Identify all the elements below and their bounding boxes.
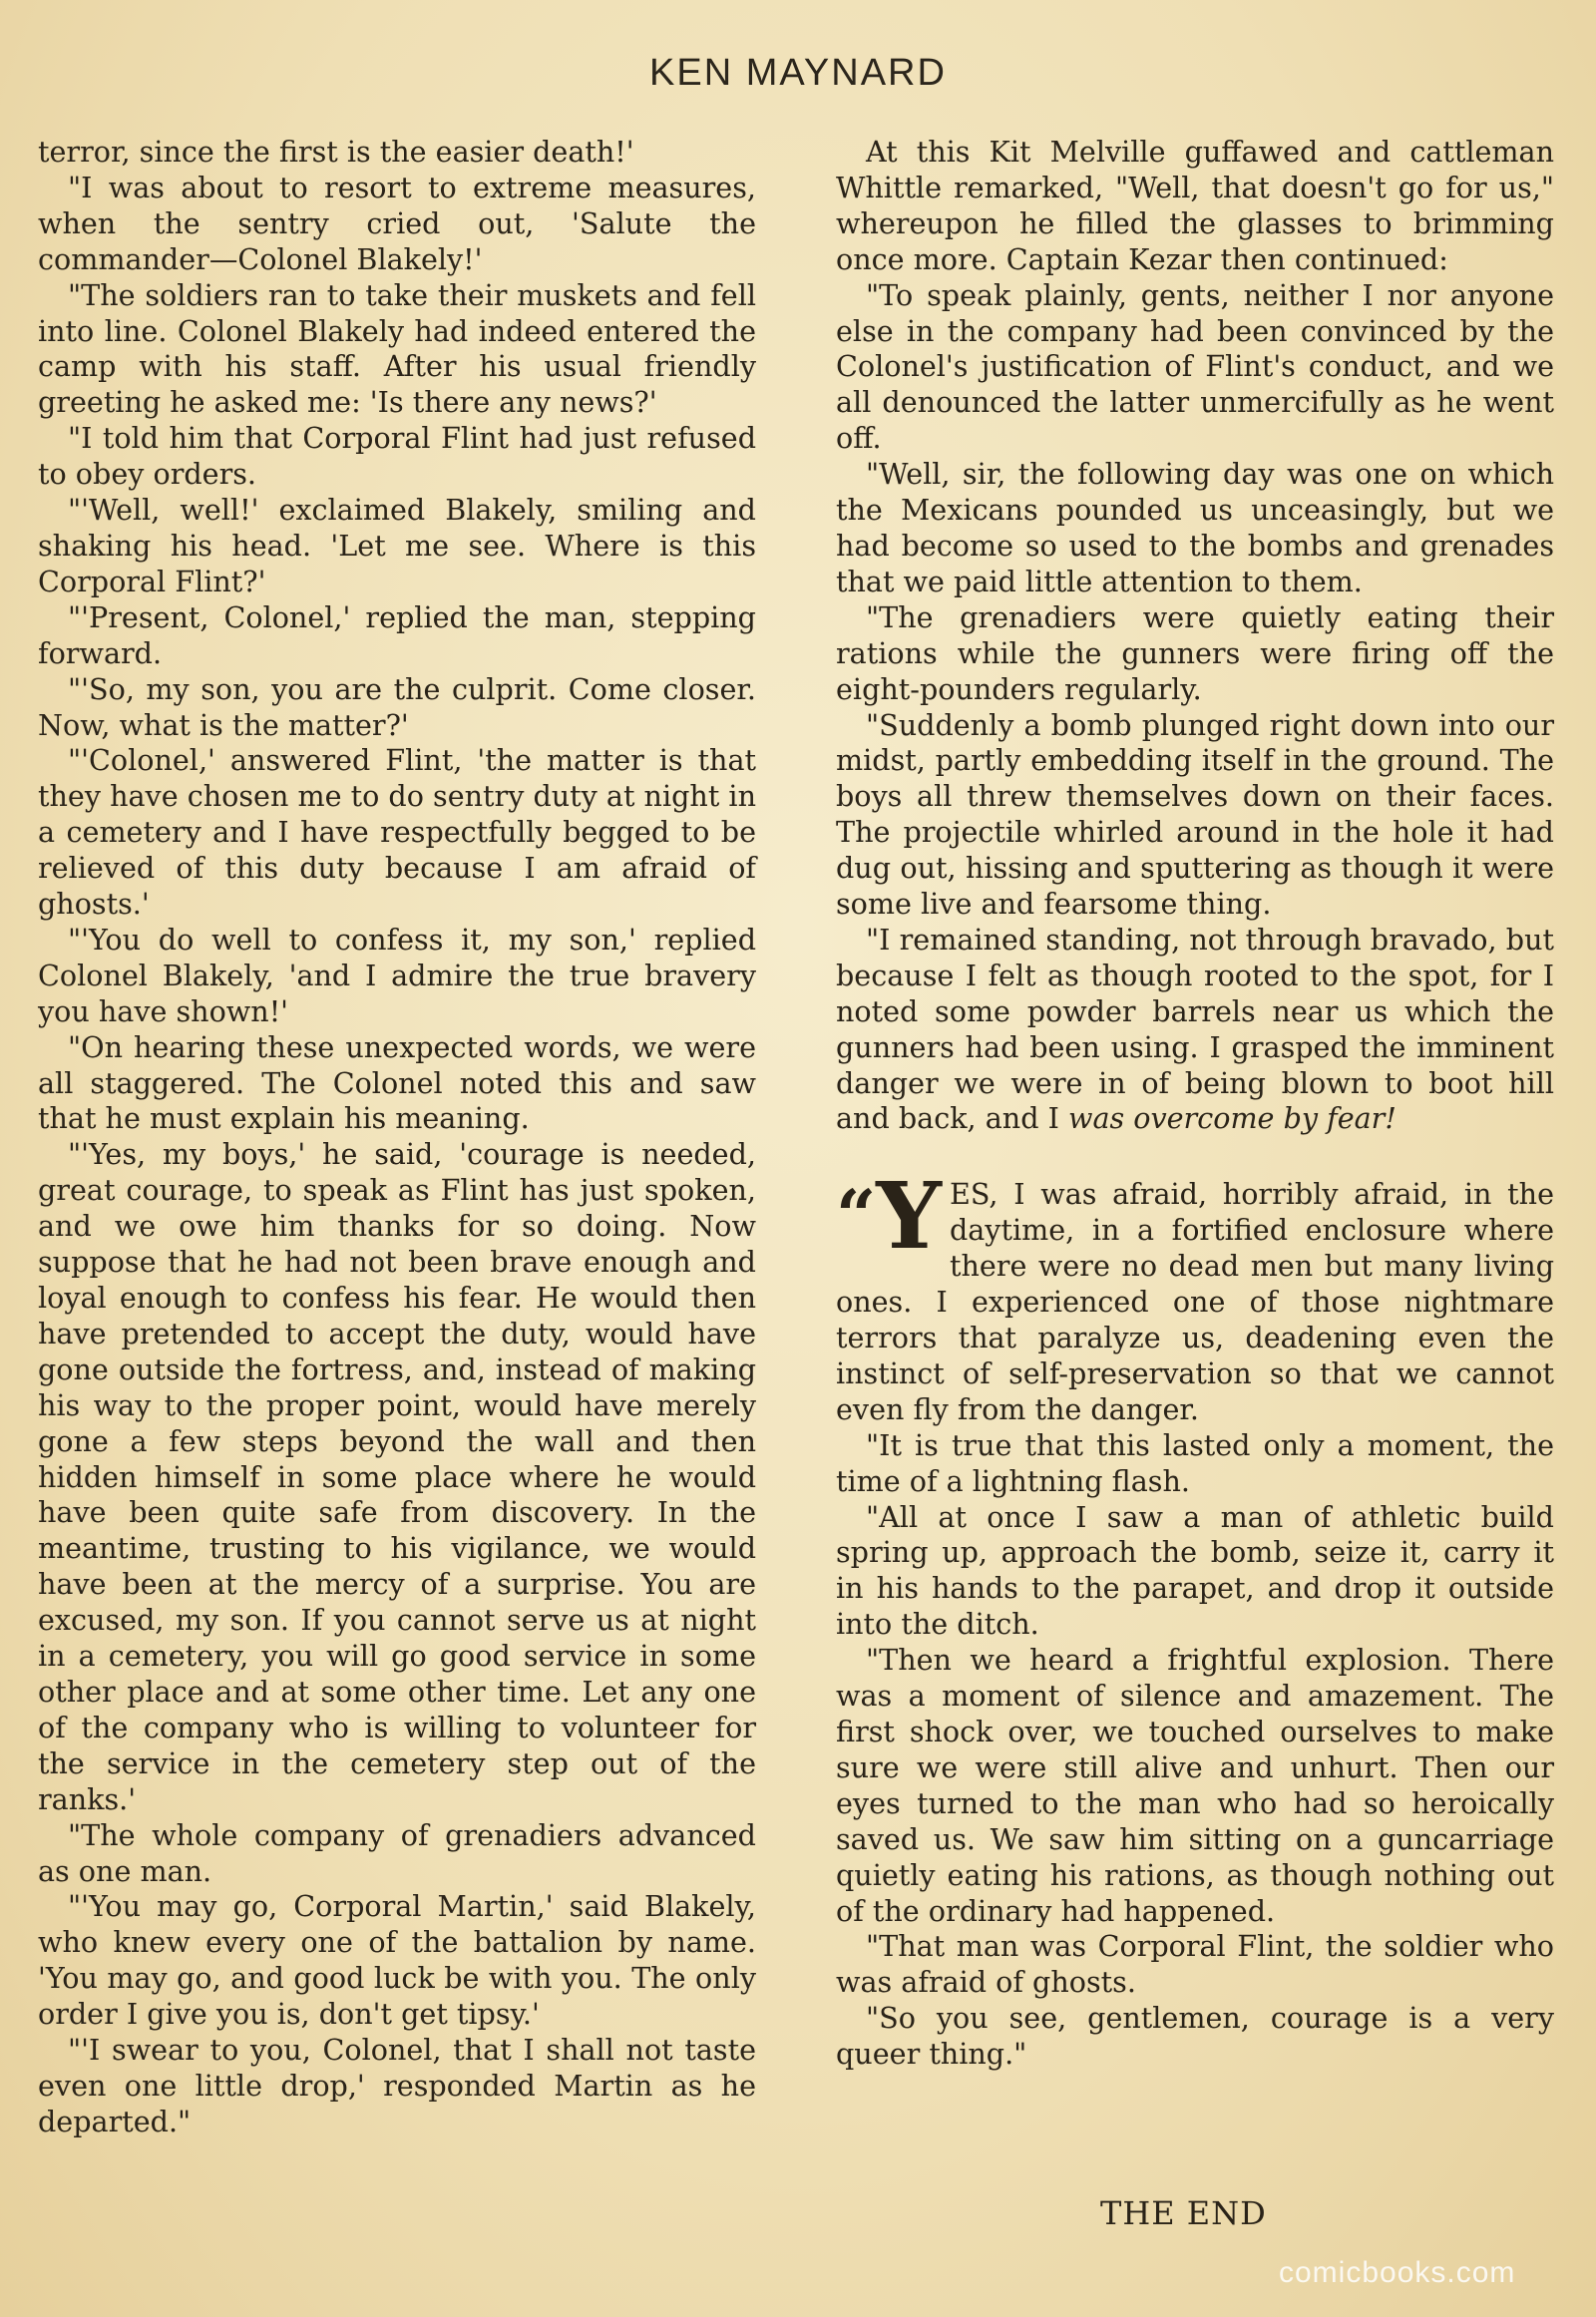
paragraph: "Suddenly a bomb plunged right down into our midst, partly embedding itself in the ground. The boys all threw themselves down on their faces. The projectile whirled around in the hole it had dug out, hissing and sputtering as though it were some live and fearsome thing. (836, 707, 1554, 922)
paragraph: "All at once I saw a man of athletic build spring up, approach the bomb, seize it, carry it in his hands to the parapet, and drop it outside into the ditch. (836, 1499, 1554, 1642)
the-end-label: THE END (1100, 2194, 1267, 2232)
left-text-column (38, 135, 756, 2140)
paragraph: terror, since the first is the easier death!' (38, 135, 634, 169)
paragraph: "'I swear to you, Colonel, that I shall not taste even one little drop,' responded Martin as he departed." (38, 2033, 756, 2138)
paragraph: "Then we heard a frightful explosion. There was a moment of silence and amazement. The first shock over, we touched ourselves to make sure we were still alive and unhurt. Then our eyes turned to the man who had so heroically saved us. We saw him sitting on a guncarriage quietly eating his rations, as though nothing out of the ordinary had happened. (836, 1643, 1554, 1928)
paragraph: "That man was Corporal Flint, the soldier who was afraid of ghosts. (836, 1929, 1554, 2000)
paragraph: "I was about to resort to extreme measures, when the sentry cried out, 'Salute the commander—Colonel Blakely!' (38, 170, 756, 276)
paragraph: "On hearing these unexpected words, we were all staggered. The Colonel noted this and saw that he must explain his meaning. (38, 1029, 756, 1136)
paragraph: "The whole company of grenadiers advanced as one man. (38, 1817, 756, 1888)
right-text-column (836, 135, 1554, 2073)
paragraph: "'Colonel,' answered Flint, 'the matter is that they have chosen me to do sentry duty at night in a cemetery and I have respectfully begged to be relieved of this duty because I am afraid of ghosts.' (38, 743, 756, 922)
dropcap-quote: “ (836, 1174, 877, 1258)
paragraph-with-italic (836, 923, 1554, 1137)
page-header-title: KEN MAYNARD (649, 52, 947, 94)
italic-text: was overcome by fear! (1067, 1101, 1396, 1136)
paragraph: "The grenadiers were quietly eating their rations while the gunners were firing off the eight-pounders regularly. (836, 599, 1554, 706)
paragraph: "I told him that Corporal Flint had just refused to obey orders. (38, 421, 756, 492)
paragraph: "The soldiers ran to take their muskets and fell into line. Colonel Blakely had indeed entered the camp with his staff. After his usual friendly greeting he asked me: 'Is there any news?' (38, 277, 756, 420)
paragraph: "'Present, Colonel,' replied the man, stepping forward. (38, 599, 756, 670)
paragraph: "So you see, gentlemen, courage is a very queer thing." (836, 2001, 1554, 2072)
paragraph: "'You do well to confess it, my son,' replied Colonel Blakely, 'and I admire the true bravery you have shown!' (38, 922, 756, 1028)
dropcap-text: ES, I was afraid, horribly afraid, in the daytime, in a fortified enclosure where there were no dead men but many living ones. I experienced one of those nightmare terrors that paralyze us, deadening even the instinct of self-preservation so that we cannot even fly from the danger. (836, 1177, 1554, 1426)
paragraph: "'You may go, Corporal Martin,' said Blakely, who knew every one of the battalion by name. 'You may go, and good luck be with you. The only order I give you is, don't get tipsy.' (38, 1889, 756, 2032)
dropcap-char: Y (876, 1162, 942, 1271)
paragraph-text: "I remained standing, not through bravado, but because I felt as though rooted to the spot, for I noted some powder barrels near us which the gunners had been using. I grasped the imminent danger we were in of being blown to boot hill and back, and I (836, 922, 1554, 1136)
dropcap-letter (836, 1162, 942, 1271)
paragraph: "To speak plainly, gents, neither I nor anyone else in the company had been convinced by the Colonel's justification of Flint's conduct, and we all denounced the latter unmercifully as he went off. (836, 277, 1554, 456)
dropcap-paragraph (836, 1162, 1554, 1427)
paragraph: "'Well, well!' exclaimed Blakely, smiling and shaking his head. 'Let me see. Where is this Corporal Flint?' (38, 493, 756, 598)
paragraph: "'So, my son, you are the culprit. Come closer. Now, what is the matter?' (38, 671, 756, 742)
paragraph: "It is true that this lasted only a moment, the time of a lightning flash. (836, 1427, 1554, 1498)
watermark-text: comicbooks.com (1279, 2256, 1516, 2289)
paragraph: "'Yes, my boys,' he said, 'courage is needed, great courage, to speak as Flint has just spoken, and we owe him thanks for so doing. Now suppose that he had not been brave enough and loyal enough to confess his fear. He would then have pretended to accept the duty, would have gone outside the fortress, and, instead of making his way to the proper point, would have merely gone a few steps beyond the wall and then hidden himself in some place where he would have been quite safe from discovery. In the meantime, trusting to his vigilance, we would have been at the mercy of a surprise. You are excused, my son. If you cannot serve us at night in a cemetery, you will go good service in some other place and at some other time. Let any one of the company who is willing to volunteer for the service in the cemetery step out of the ranks.' (38, 1137, 756, 1816)
paragraph: At this Kit Melville guffawed and cattleman Whittle remarked, "Well, that doesn't go for us," whereupon he filled the glasses to brimming once more. Captain Kezar then continued: (836, 135, 1554, 276)
paragraph: "Well, sir, the following day was one on which the Mexicans pounded us unceasingly, but we had become so used to the bombs and grenades that we paid little attention to them. (836, 457, 1554, 598)
